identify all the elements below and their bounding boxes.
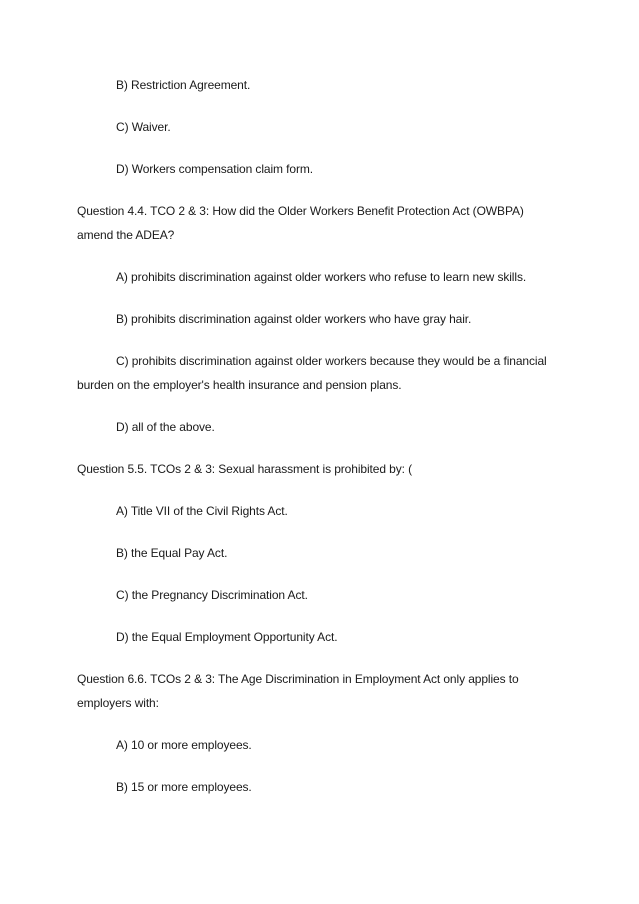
question-4-line-1: Question 4.4. TCO 2 & 3: How did the Older Workers Benefit Protection Act (OWBPA) <box>77 204 524 218</box>
q4-option-d: D) all of the above. <box>116 420 215 434</box>
q5-option-b: B) the Equal Pay Act. <box>116 546 228 560</box>
q4-option-c-line-2: burden on the employer's health insurance and pension plans. <box>77 378 402 392</box>
q5-option-c: C) the Pregnancy Discrimination Act. <box>116 588 308 602</box>
q4-option-a: A) prohibits discrimination against older workers who refuse to learn new skills. <box>116 270 527 284</box>
option-c-waiver: C) Waiver. <box>116 120 171 134</box>
q4-option-b: B) prohibits discrimination against older workers who have gray hair. <box>116 312 472 326</box>
question-6-line-1: Question 6.6. TCOs 2 & 3: The Age Discrimination in Employment Act only applies to <box>77 672 519 686</box>
option-b-restriction-agreement: B) Restriction Agreement. <box>116 78 251 92</box>
question-5: Question 5.5. TCOs 2 & 3: Sexual harassment is prohibited by: ( <box>77 462 412 476</box>
q6-option-b: B) 15 or more employees. <box>116 780 252 794</box>
q4-option-c-line-1: C) prohibits discrimination against older workers because they would be a financial <box>116 354 547 368</box>
q5-option-a: A) Title VII of the Civil Rights Act. <box>116 504 288 518</box>
q5-option-d: D) the Equal Employment Opportunity Act. <box>116 630 338 644</box>
question-4-line-2: amend the ADEA? <box>77 228 175 242</box>
q6-option-a: A) 10 or more employees. <box>116 738 252 752</box>
option-d-workers-compensation: D) Workers compensation claim form. <box>116 162 313 176</box>
question-6-line-2: employers with: <box>77 696 159 710</box>
